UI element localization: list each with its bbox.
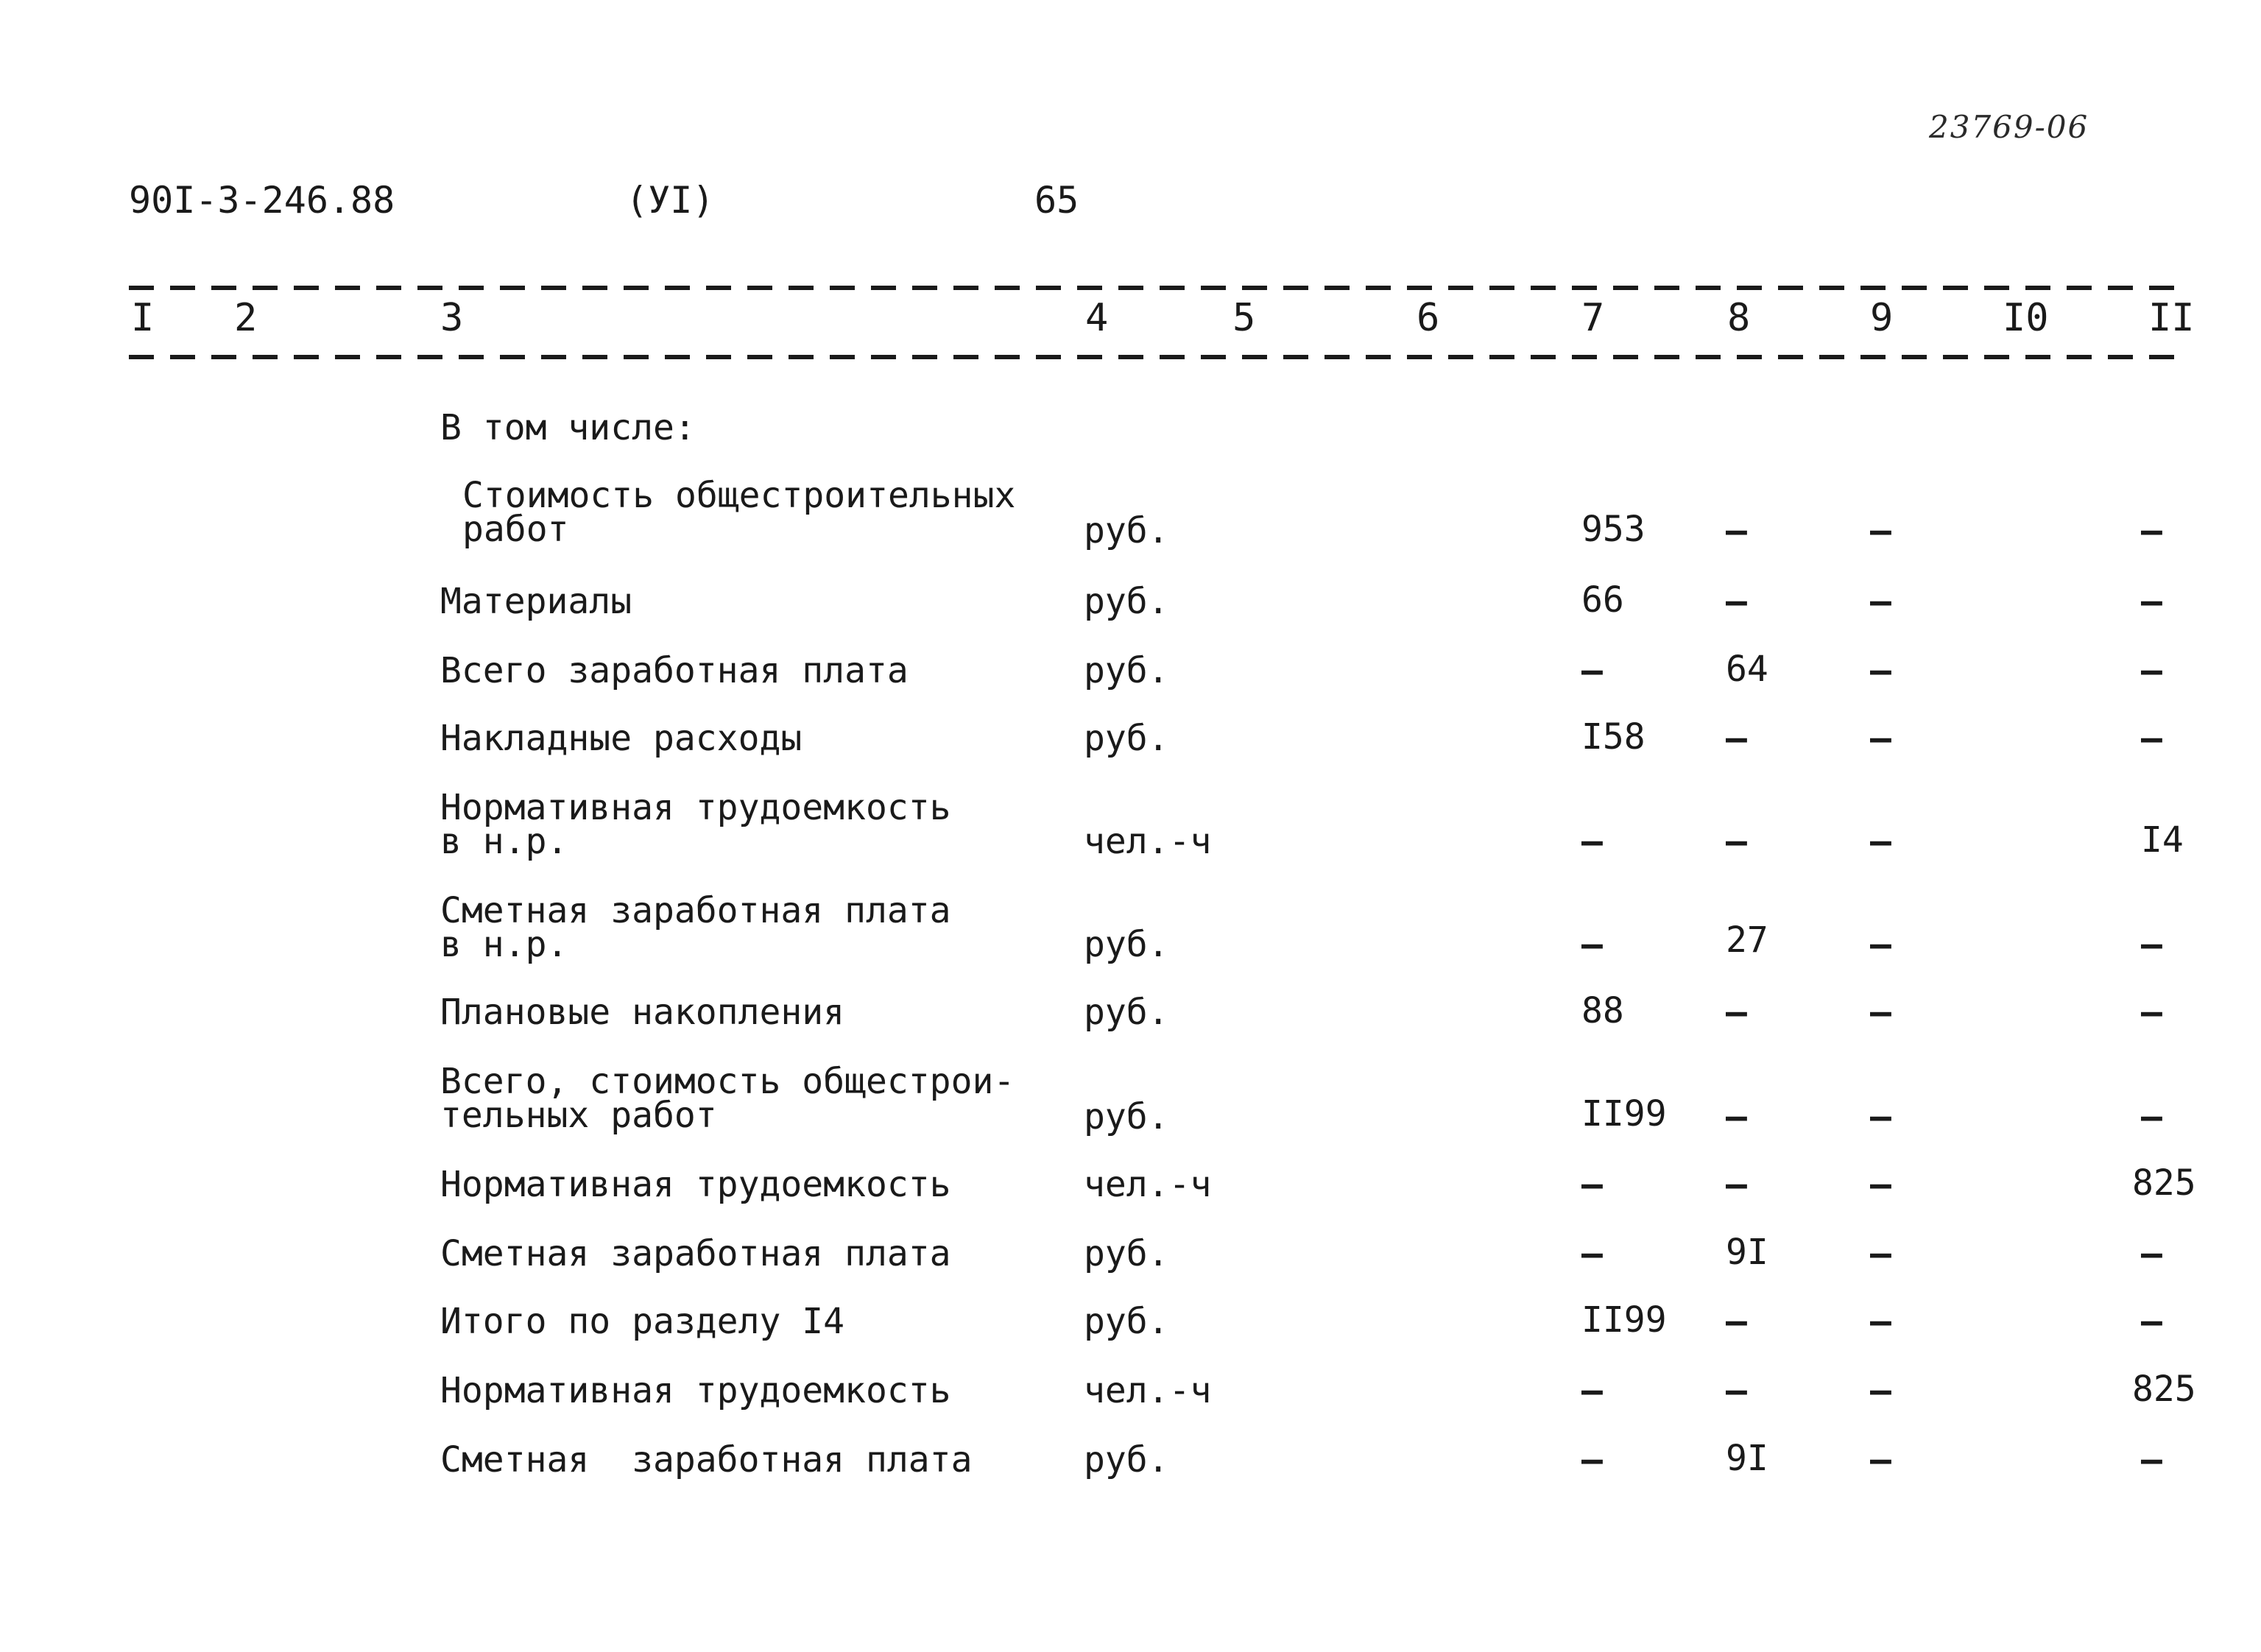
row-unit: руб. — [1084, 1233, 1169, 1274]
row-label: в н.р. — [440, 821, 568, 862]
row-label: Накладные расходы — [440, 718, 803, 759]
row-col9-value: – — [1870, 718, 1891, 759]
row-col11-value: – — [2141, 1096, 2162, 1137]
row-col7-value: – — [1581, 650, 1603, 691]
column-number: I — [131, 296, 155, 340]
column-number: 5 — [1232, 296, 1256, 340]
row-label: Нормативная трудоемкость — [440, 787, 951, 828]
row-col9-value: – — [1870, 1370, 1891, 1411]
header-bottom-rule — [129, 355, 2190, 359]
row-col8-value: – — [1726, 510, 1747, 551]
row-col9-value: – — [1870, 1439, 1891, 1480]
column-number: II — [2148, 296, 2195, 340]
row-col9-value: – — [1870, 821, 1891, 862]
row-col8-value: 27 — [1726, 919, 1768, 961]
row-unit: чел.-ч — [1084, 1370, 1212, 1411]
row-unit: руб. — [1084, 1439, 1169, 1480]
row-col7-value: – — [1581, 1439, 1603, 1480]
column-number: 7 — [1581, 296, 1605, 340]
column-number: 4 — [1085, 296, 1109, 340]
row-col11-value: I4 — [2141, 819, 2184, 861]
column-number: 2 — [234, 296, 258, 340]
row-col11-value: – — [2141, 1439, 2162, 1480]
row-col7-value: – — [1581, 1233, 1603, 1274]
row-unit: руб. — [1084, 581, 1169, 622]
row-unit: руб. — [1084, 992, 1169, 1033]
row-label: тельных работ — [440, 1095, 717, 1136]
row-col8-value: – — [1726, 1301, 1747, 1342]
row-col8-value: – — [1726, 1370, 1747, 1411]
row-label: Итого по разделу I4 — [440, 1301, 845, 1342]
row-label: в н.р. — [440, 924, 568, 965]
row-label: Плановые накопления — [440, 992, 845, 1033]
row-col11-value: – — [2141, 718, 2162, 759]
row-col11-value: – — [2141, 924, 2162, 965]
row-col8-value: 9I — [1726, 1232, 1768, 1273]
row-label: Всего заработная плата — [440, 650, 909, 691]
row-col9-value: – — [1870, 581, 1891, 622]
row-col11-value: – — [2141, 1233, 2162, 1274]
row-col11-value: 825 — [2132, 1369, 2196, 1410]
row-col7-value: I58 — [1581, 716, 1646, 758]
row-unit: руб. — [1084, 650, 1169, 691]
row-col8-value: – — [1726, 821, 1747, 862]
row-col7-value: II99 — [1581, 1299, 1667, 1341]
row-label: Материалы — [440, 581, 632, 622]
column-number: 6 — [1417, 296, 1440, 340]
row-col8-value: 9I — [1726, 1438, 1768, 1479]
row-label: Всего, стоимость общестрои- — [440, 1061, 1015, 1102]
row-col7-value: 953 — [1581, 509, 1646, 550]
row-col8-value: 64 — [1726, 649, 1768, 690]
section-number: (УI) — [626, 179, 715, 222]
row-label: работ — [462, 509, 569, 550]
row-col7-value: II99 — [1581, 1093, 1667, 1134]
row-unit: чел.-ч — [1084, 1164, 1212, 1205]
row-unit: руб. — [1084, 1301, 1169, 1342]
row-unit: руб. — [1084, 1096, 1169, 1137]
row-unit: руб. — [1084, 718, 1169, 759]
row-col8-value: – — [1726, 1164, 1747, 1205]
row-col8-value: – — [1726, 718, 1747, 759]
row-col9-value: – — [1870, 924, 1891, 965]
row-label: Нормативная трудоемкость — [440, 1370, 951, 1411]
row-col9-value: – — [1870, 992, 1891, 1033]
row-col11-value: – — [2141, 510, 2162, 551]
row-label: Нормативная трудоемкость — [440, 1164, 951, 1205]
row-col7-value: – — [1581, 1164, 1603, 1205]
archive-stamp: 23769-06 — [1929, 109, 2089, 145]
column-number: 9 — [1870, 296, 1894, 340]
row-col9-value: – — [1870, 1233, 1891, 1274]
row-col7-value: – — [1581, 821, 1603, 862]
header-top-rule — [129, 286, 2190, 290]
row-unit: руб. — [1084, 510, 1169, 551]
row-col7-value: – — [1581, 1370, 1603, 1411]
row-unit: чел.-ч — [1084, 821, 1212, 862]
row-col7-value: – — [1581, 924, 1603, 965]
row-col11-value: – — [2141, 992, 2162, 1033]
row-col8-value: – — [1726, 992, 1747, 1033]
row-col9-value: – — [1870, 510, 1891, 551]
row-col7-value: 88 — [1581, 990, 1624, 1031]
row-col9-value: – — [1870, 1301, 1891, 1342]
row-label: Стоимость общестроительных — [462, 475, 1016, 516]
document-code: 90I-3-246.88 — [129, 179, 395, 222]
row-col7-value: 66 — [1581, 579, 1624, 621]
row-col9-value: – — [1870, 1096, 1891, 1137]
row-label: Сметная заработная плата — [440, 1439, 973, 1480]
row-col8-value: – — [1726, 1096, 1747, 1137]
page-number: 65 — [1034, 179, 1079, 222]
row-col9-value: – — [1870, 1164, 1891, 1205]
row-col11-value: – — [2141, 581, 2162, 622]
row-unit: руб. — [1084, 924, 1169, 965]
row-col8-value: – — [1726, 581, 1747, 622]
row-label: Сметная заработная плата — [440, 1233, 951, 1274]
column-number: 3 — [440, 296, 464, 340]
row-col11-value: 825 — [2132, 1162, 2196, 1204]
row-col11-value: – — [2141, 1301, 2162, 1342]
row-col11-value: – — [2141, 650, 2162, 691]
column-number: I0 — [2003, 296, 2049, 340]
row-col9-value: – — [1870, 650, 1891, 691]
row-label: Сметная заработная плата — [440, 890, 951, 931]
intro-label: В том числе: — [440, 407, 696, 448]
column-number: 8 — [1727, 296, 1751, 340]
